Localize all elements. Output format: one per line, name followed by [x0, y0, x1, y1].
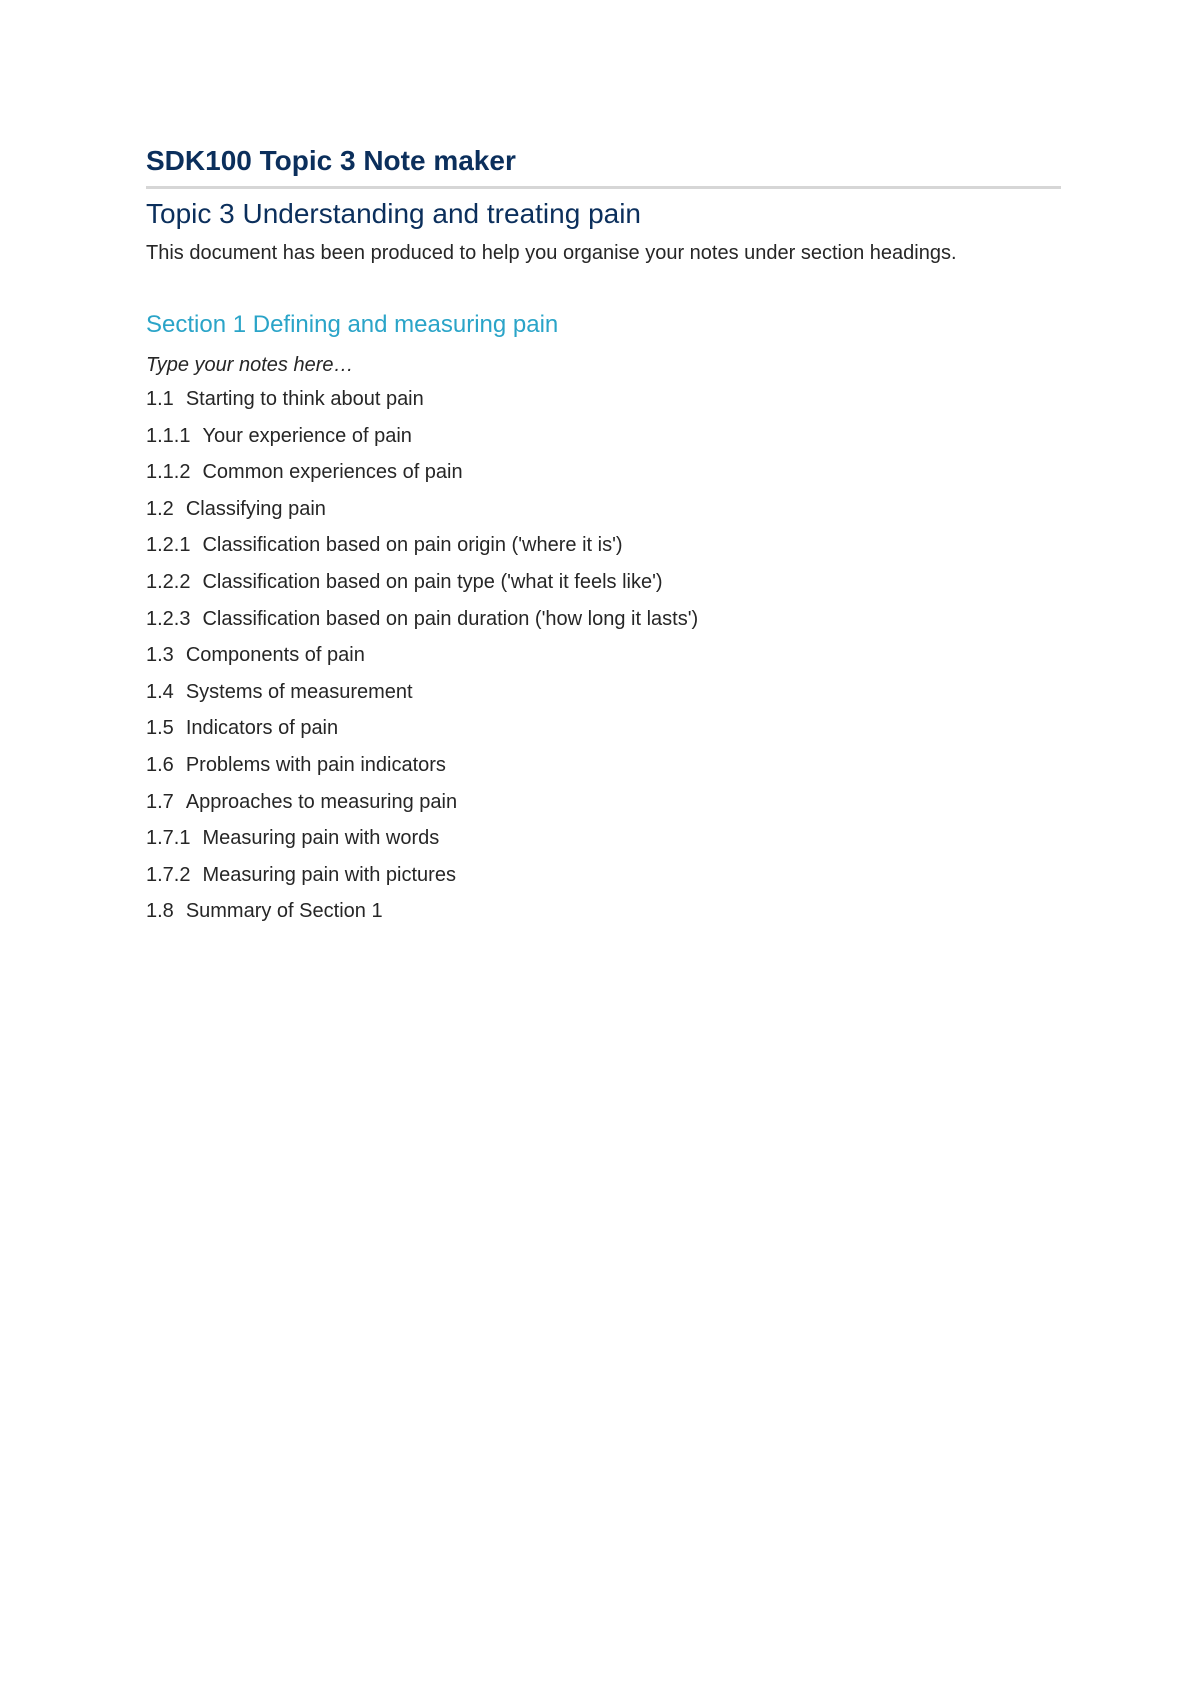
list-item-label: Measuring pain with words	[202, 827, 440, 850]
list-item-number: 1.4	[146, 680, 174, 703]
list-item-label: Measuring pain with pictures	[202, 863, 456, 886]
list-item	[146, 569, 698, 606]
title-divider	[146, 186, 1061, 189]
list-item	[146, 715, 698, 752]
list-item-label: Classification based on pain origin ('where it is')	[202, 534, 623, 557]
list-item-number: 1.5	[146, 717, 174, 740]
list-item-number: 1.7.2	[146, 863, 191, 886]
list-item	[146, 898, 698, 935]
list-item-label: Components of pain	[185, 644, 365, 667]
list-item-label: Approaches to measuring pain	[185, 790, 458, 813]
list-item-number: 1.2.1	[146, 534, 191, 557]
list-item	[146, 825, 698, 862]
list-item-label: Indicators of pain	[185, 717, 339, 740]
section-heading: Section 1 Defining and measuring pain	[146, 311, 559, 338]
list-item	[146, 532, 698, 569]
list-item-label: Classifying pain	[185, 497, 326, 520]
list-item-number: 1.2.3	[146, 607, 191, 630]
list-item	[146, 752, 698, 789]
list-item	[146, 496, 698, 533]
intro-text: This document has been produced to help you organise your notes under section headings.	[146, 242, 957, 264]
list-item-number: 1.2	[146, 497, 174, 520]
list-item-number: 1.3	[146, 644, 174, 667]
list-item-number: 1.2.2	[146, 570, 191, 593]
list-item	[146, 606, 698, 643]
list-item-label: Problems with pain indicators	[185, 753, 446, 776]
list-item-label: Systems of measurement	[185, 680, 413, 703]
list-item-number: 1.7	[146, 790, 174, 813]
list-item-label: Classification based on pain type ('what it feels like')	[202, 570, 663, 593]
list-item-number: 1.6	[146, 753, 174, 776]
list-item-number: 1.1	[146, 388, 174, 410]
list-item-number: 1.7.1	[146, 827, 191, 850]
list-item	[146, 459, 698, 496]
list-item	[146, 862, 698, 899]
list-item-label: Your experience of pain	[202, 424, 412, 447]
list-item-number: 1.8	[146, 900, 174, 923]
list-item	[146, 642, 698, 679]
list-item	[146, 386, 698, 423]
list-item	[146, 423, 698, 460]
topic-heading: Topic 3 Understanding and treating pain	[146, 198, 642, 229]
list-item-label: Classification based on pain duration ('how long it lasts')	[202, 607, 699, 630]
list-item-number: 1.1.1	[146, 424, 191, 447]
list-item-label: Summary of Section 1	[185, 900, 383, 923]
list-item	[146, 679, 698, 716]
document-title: SDK100 Topic 3 Note maker	[146, 145, 516, 176]
list-item-label: Starting to think about pain	[185, 388, 424, 410]
list-item	[146, 789, 698, 826]
section-contents-list	[146, 386, 698, 935]
notes-prompt[interactable]: Type your notes here…	[146, 354, 354, 376]
list-item-label: Common experiences of pain	[202, 461, 463, 484]
list-item-number: 1.1.2	[146, 461, 191, 484]
